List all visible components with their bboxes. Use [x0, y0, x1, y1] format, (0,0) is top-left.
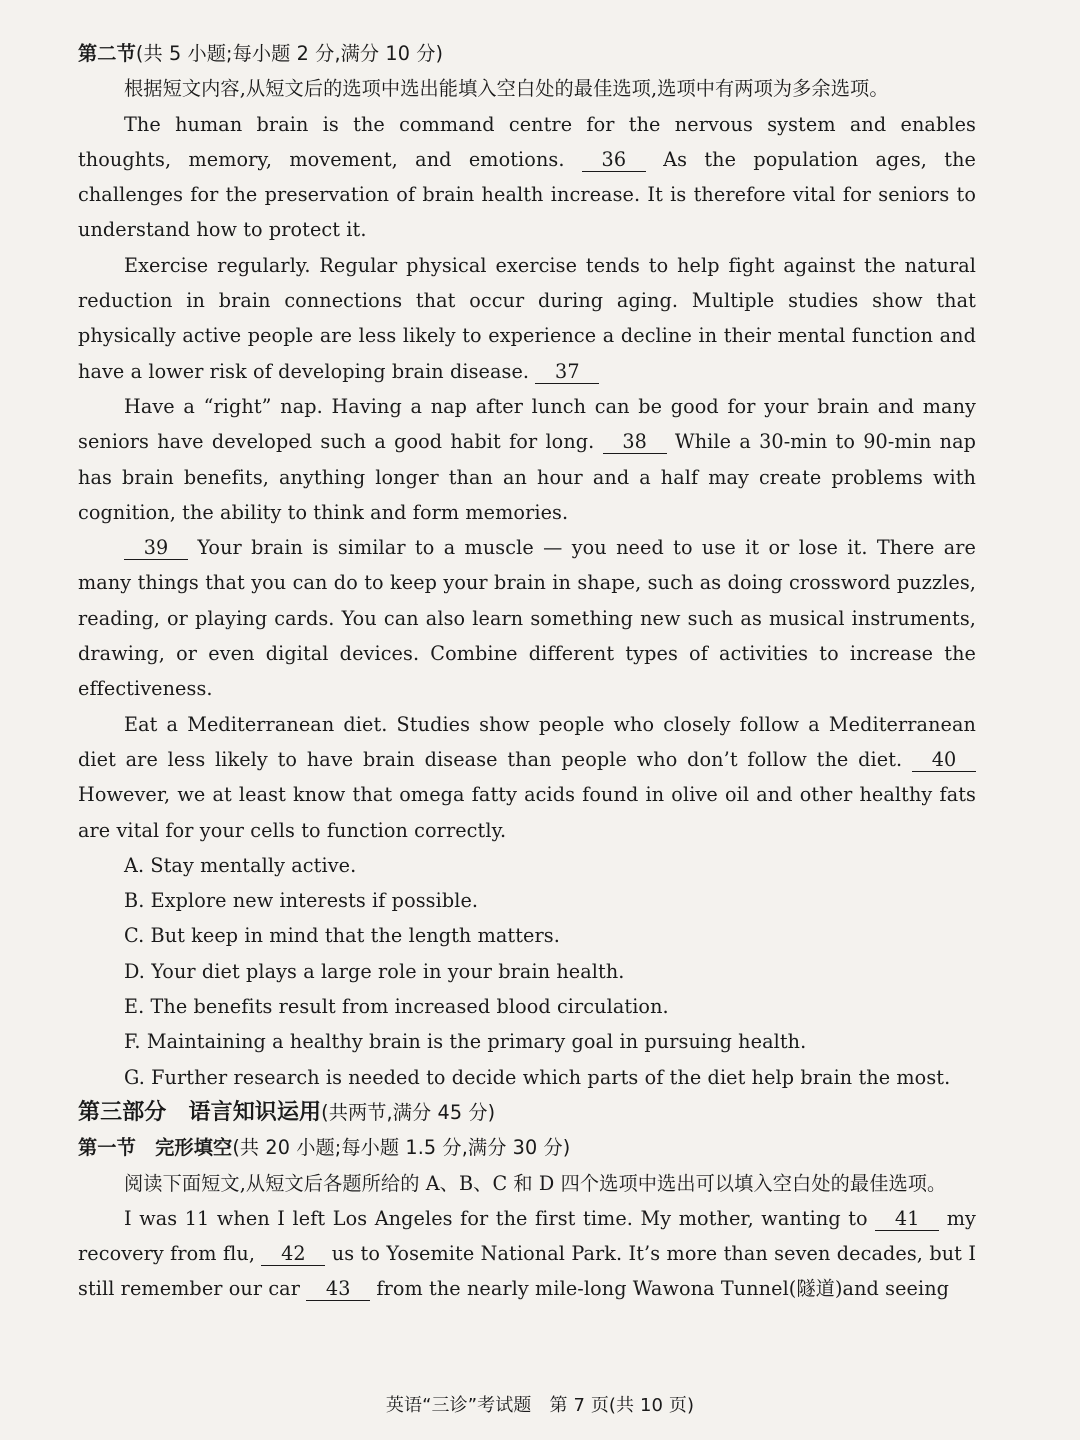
- section1-heading-bold: 第一节 完形填空: [78, 1136, 233, 1160]
- blank-43: 43: [306, 1278, 370, 1301]
- section1-instruction: 阅读下面短文,从短文后各题所给的 A、B、C 和 D 四个选项中选出可以填入空白处的最佳选项。: [124, 1171, 947, 1195]
- option-a: A. Stay mentally active.: [124, 853, 357, 877]
- blank-42: 42: [261, 1243, 325, 1266]
- paragraph-3-text-a: Have a “right” nap. Having a nap after lunch can be good for your brain and many seniors have developed such a good habit for long.: [78, 394, 976, 454]
- option-b: B. Explore new interests if possible.: [124, 889, 479, 913]
- paragraph-1-text-a: The human brain is the command centre for the nervous system and enables thoughts, memory, movement, and emotions.: [78, 112, 976, 171]
- passage-paragraph-4: [78, 530, 976, 706]
- paragraph-5-text-a: Eat a Mediterranean diet. Studies show people who closely follow a Mediterranean diet are less likely to have brain disease than people who don’t follow the diet.: [78, 712, 976, 771]
- page-footer: 英语“三诊”考试题 第 7 页(共 10 页): [385, 1395, 695, 1416]
- blank-38: 38: [603, 431, 667, 454]
- option-e: E. The benefits result from increased blood circulation.: [124, 995, 669, 1019]
- blank-41: 41: [875, 1208, 939, 1231]
- paragraph-1-text-b: As the population ages, the challenges for the preservation of brain health increase. It is therefore vital for seniors to understand how to protect it.: [78, 147, 976, 242]
- paragraph-5-text-b: However, we at least know that omega fatty acids found in olive oil and other healthy fats are vital for your cells to function correctly.: [78, 783, 976, 842]
- blank-36: 36: [582, 149, 646, 172]
- option-c: C. But keep in mind that the length matters.: [124, 924, 560, 948]
- part3-heading-bold: 第三部分 语言知识运用: [78, 1099, 322, 1125]
- paragraph-2-text-a: Exercise regularly. Regular physical exercise tends to help fight against the natural reduction in brain connections that occur during aging. Multiple studies show that physically active people are less likely to experience a decline in their mental function and have a lower risk of developing brain disease.: [78, 253, 976, 383]
- option-g: G. Further research is needed to decide which parts of the diet help brain the most.: [124, 1065, 951, 1089]
- section2-heading-bold: 第二节: [78, 42, 136, 65]
- paragraph-3-text-b: While a 30-min to 90-min nap has brain benefits, anything longer than an hour and a half may create problems with cognition, the ability to think and form memories.: [78, 430, 977, 524]
- cloze-text-b: my recovery from flu,: [78, 1206, 976, 1266]
- cloze-text-c: us to Yosemite National Park. It’s more than seven decades, but I still remember our car: [78, 1242, 977, 1301]
- section2-heading-rest: (共 5 小题;每小题 2 分,满分 10 分): [135, 42, 444, 65]
- cloze-paragraph-1: [78, 1201, 976, 1307]
- blank-40: 40: [912, 749, 976, 772]
- section1-heading-rest: (共 20 小题;每小题 1.5 分,满分 30 分): [232, 1136, 571, 1160]
- passage-paragraph-2: [78, 248, 976, 389]
- section1-heading: [78, 1130, 976, 1165]
- cloze-text-a: I was 11 when I left Los Angeles for the first time. My mother, wanting to: [124, 1206, 868, 1230]
- passage-paragraph-5: [78, 707, 976, 848]
- option-d: D. Your diet plays a large role in your brain health.: [124, 959, 625, 983]
- section2-instruction: 根据短文内容,从短文后的选项中选出能填入空白处的最佳选项,选项中有两项为多余选项。: [124, 77, 889, 101]
- cloze-text-d: from the nearly mile-long Wawona Tunnel(隧道)and seeing: [376, 1277, 950, 1301]
- blank-37: 37: [535, 361, 599, 384]
- passage-paragraph-1: [78, 107, 976, 248]
- options-list: [78, 848, 976, 1095]
- blank-39: 39: [124, 537, 188, 560]
- option-f: F. Maintaining a healthy brain is the primary goal in pursuing health.: [124, 1030, 807, 1054]
- passage-paragraph-3: [78, 389, 976, 530]
- paragraph-4-text-b: Your brain is similar to a muscle — you need to use it or lose it. There are many things that you can do to keep your brain in shape, such as doing crossword puzzles, reading, or playing cards. You can also learn something new such as musical instruments, drawing, or even digital devices. Combine different types of activities to increase the effectiveness.: [78, 536, 976, 701]
- part3-heading: [78, 1095, 976, 1130]
- part3-heading-rest: (共两节,满分 45 分): [321, 1100, 496, 1124]
- section2-heading: [78, 36, 976, 71]
